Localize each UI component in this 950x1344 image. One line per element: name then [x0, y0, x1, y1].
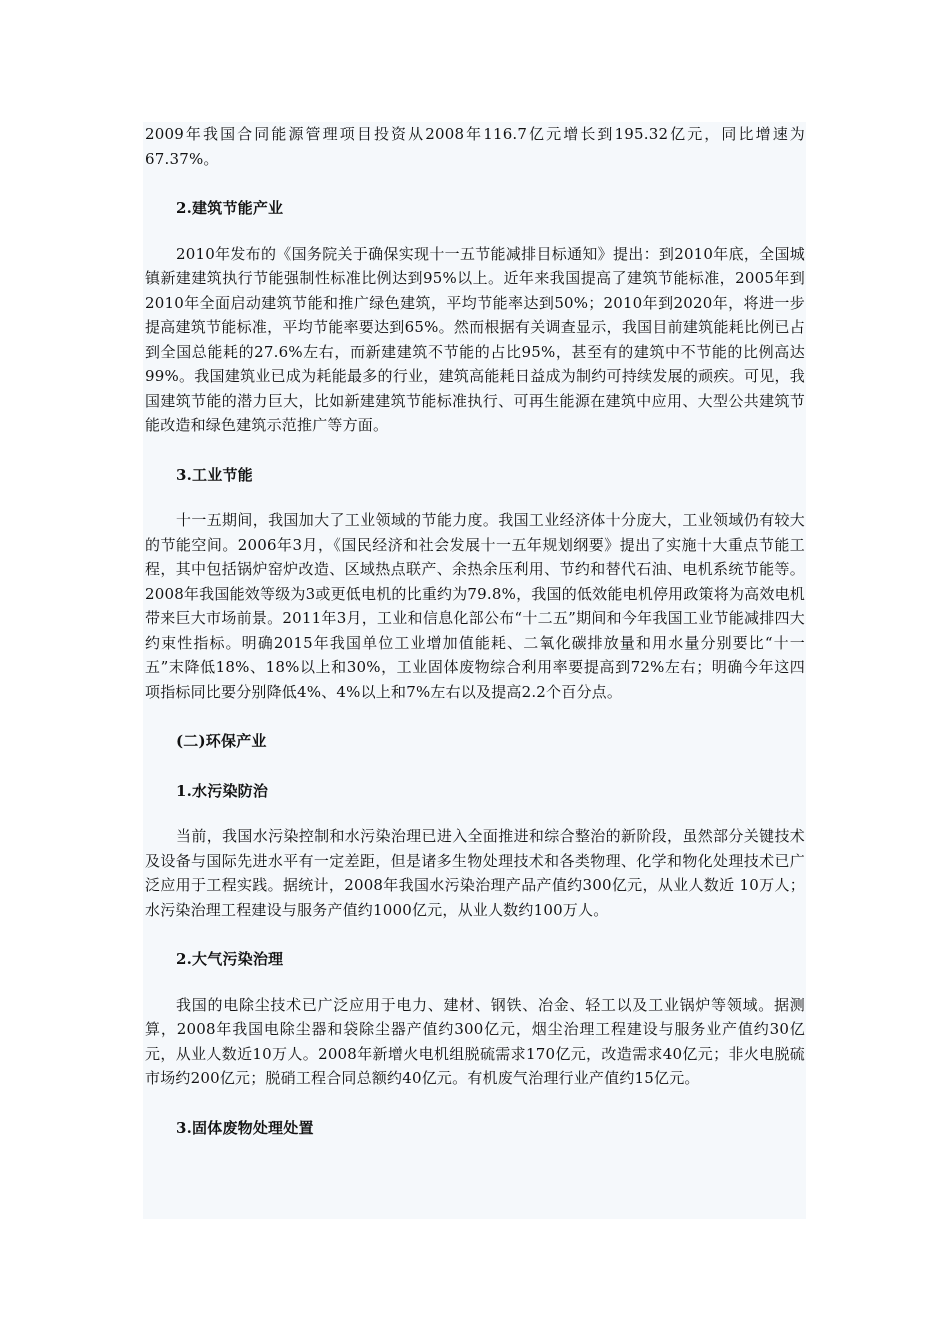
heading-solid-waste: 3.固体废物处理处置: [176, 1118, 314, 1137]
paragraph-building-energy-saving: 2010年发布的《国务院关于确保实现十一五节能减排目标通知》提出：到2010年底，全国城镇新建建筑执行节能强制性标准比例达到95%以上。近年来我国提高了建筑节能标准，2005年到2010年全面启动建筑节能和推广绿色建筑，平均节能率达到50%；2010年到2020年，将进一步提高建筑节能标准，平均节能率要达到65%。然而根据有关调查显示，我国目前建筑能耗比例已占到全国总能耗的27.6%左右，而新建建筑不节能的占比95%，甚至有的建筑中不节能的比例高达99%。我国建筑业已成为耗能最多的行业，建筑高能耗日益成为制约可持续发展的顽疾。可见，我国建筑节能的潜力巨大，比如新建建筑节能标准执行、可再生能源在建筑中应用、大型公共建筑节能改造和绿色建筑示范推广等方面。: [145, 244, 805, 434]
heading-environmental-industry: (二)环保产业: [176, 732, 267, 750]
paragraph-contract-energy-investment: 2009年我国合同能源管理项目投资从2008年116.7亿元增长到195.32亿元，同比增速为67.37%。: [145, 125, 805, 168]
document-body: [145, 122, 805, 1140]
paragraph-water-pollution: 当前，我国水污染控制和水污染治理已进入全面推进和综合整治的新阶段，虽然部分关键技术及设备与国际先进水平有一定差距，但是诸多生物处理技术和各类物理、化学和物化处理技术已广泛应用于工程实践。据统计，2008年我国水污染治理产品产值约300亿元，从业人数近 10万人；水污染治理工程建设与服务产值约1000亿元，从业人数约100万人。: [145, 827, 805, 919]
paragraph-industrial-energy-saving: 十一五期间，我国加大了工业领域的节能力度。我国工业经济体十分庞大，工业领域仍有较大的节能空间。2006年3月，《国民经济和社会发展十一五年规划纲要》提出了实施十大重点节能工程，其中包括锅炉窑炉改造、区域热点联产、余热余压利用、节约和替代石油、电机系统节能等。2008年我国能效等级为3或更低电机的比重约为79.8%，我国的低效能电机停用政策将为高效电机带来巨大市场前景。2011年3月，工业和信息化部公布“十二五”期间和今年我国工业节能减排四大约束性指标。明确2015年我国单位工业增加值能耗、二氧化碳排放量和用水量分别要比“十一五”末降低18%、18%以上和30%，工业固体废物综合利用率要提高到72%左右；明确今年这四项指标同比要分别降低4%、4%以上和7%左右以及提高2.2个百分点。: [145, 511, 805, 701]
heading-building-energy-saving: 2.建筑节能产业: [176, 199, 284, 217]
heading-industrial-energy-saving: 3.工业节能: [176, 465, 253, 484]
heading-air-pollution: 2.大气污染治理: [176, 950, 284, 968]
heading-water-pollution: 1.水污染防治: [176, 781, 269, 800]
paragraph-air-pollution: 我国的电除尘技术已广泛应用于电力、建材、钢铁、冶金、轻工以及工业锅炉等领域。据测算，2008年我国电除尘器和袋除尘器产值约300亿元，烟尘治理工程建设与服务业产值约30亿元，从业人数近10万人。2008年新增火电机组脱硫需求170亿元，改造需求40亿元；非火电脱硫市场约200亿元；脱硝工程合同总额约40亿元。有机废气治理行业产值约15亿元。: [145, 995, 805, 1087]
